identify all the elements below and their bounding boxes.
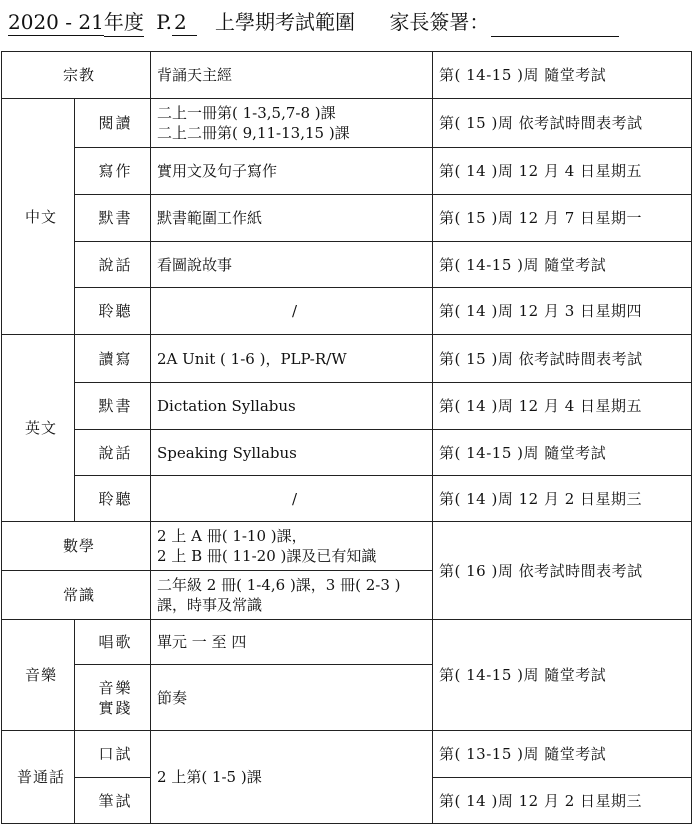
english-speaking-content: Speaking Syllabus	[151, 430, 433, 476]
chinese-dictation-label: 默書	[75, 195, 151, 242]
table-row	[2, 288, 692, 335]
chinese-writing-schedule: 第( 14 )周 12 月 4 日星期五	[433, 148, 692, 195]
general-studies-line1: 二年級 2 冊( 1-4,6 )課，3 冊( 2-3 )	[157, 576, 401, 594]
schedule-religion: 第( 14-15 )周 隨堂考試	[433, 52, 692, 99]
exam-scope-table	[1, 51, 692, 824]
music-practice-label-line1: 音樂	[98, 678, 133, 697]
english-listening-label: 聆聽	[75, 476, 151, 522]
chinese-reading-content	[151, 99, 433, 148]
english-speaking-schedule: 第( 14-15 )周 隨堂考試	[433, 430, 692, 476]
table-row	[2, 522, 692, 571]
subject-general-studies: 常識	[2, 571, 151, 620]
english-speaking-label: 說話	[75, 430, 151, 476]
general-studies-content	[151, 571, 433, 620]
chinese-speaking-label: 說話	[75, 242, 151, 288]
table-row	[2, 148, 692, 195]
table-row	[2, 335, 692, 383]
math-content	[151, 522, 433, 571]
music-practice-label-line2: 實踐	[98, 698, 133, 717]
table-row	[2, 620, 692, 665]
subject-math: 數學	[2, 522, 151, 571]
subject-religion: 宗教	[2, 52, 151, 99]
grade-prefix: P.	[156, 10, 172, 34]
table-row	[2, 52, 692, 99]
music-singing-label: 唱歌	[75, 620, 151, 665]
chinese-listening-content: /	[151, 288, 433, 335]
english-rw-schedule: 第( 15 )周 依考試時間表考試	[433, 335, 692, 383]
putonghua-written-label: 筆試	[75, 778, 151, 824]
table-row	[2, 99, 692, 148]
putonghua-oral-schedule: 第( 13-15 )周 隨堂考試	[433, 731, 692, 778]
school-year: 2020 - 21	[8, 10, 104, 34]
subject-music: 音樂	[2, 620, 75, 731]
chinese-speaking-content: 看圖說故事	[151, 242, 433, 288]
english-dictation-content: Dictation Syllabus	[151, 383, 433, 430]
math-line2: 2 上 B 冊( 11-20 )課及已有知識	[157, 547, 377, 565]
chinese-listening-schedule: 第( 14 )周 12 月 3 日星期四	[433, 288, 692, 335]
table-row	[2, 383, 692, 430]
parent-signature-label: 家長簽署：	[389, 10, 490, 34]
table-row	[2, 430, 692, 476]
term-title: 上學期考試範圍	[215, 10, 356, 34]
english-listening-content: /	[151, 476, 433, 522]
content-religion: 背誦天主經	[151, 52, 433, 99]
music-singing-content: 單元 一 至 四	[151, 620, 433, 665]
subject-english: 英文	[2, 335, 75, 522]
english-rw-label: 讀寫	[75, 335, 151, 383]
subject-chinese: 中文	[2, 99, 75, 335]
putonghua-oral-label: 口試	[75, 731, 151, 778]
english-dictation-schedule: 第( 14 )周 12 月 4 日星期五	[433, 383, 692, 430]
english-rw-content: 2A Unit ( 1-6 )，PLP-R/W	[151, 335, 433, 383]
chinese-reading-line2: 二上二冊第( 9,11-13,15 )課	[157, 124, 350, 142]
parent-signature-field[interactable]	[491, 14, 619, 37]
putonghua-written-schedule: 第( 14 )周 12 月 2 日星期三	[433, 778, 692, 824]
general-studies-line2: 課，時事及常識	[157, 596, 263, 614]
table-row	[2, 731, 692, 778]
chinese-writing-content: 實用文及句子寫作	[151, 148, 433, 195]
english-listening-schedule: 第( 14 )周 12 月 2 日星期三	[433, 476, 692, 522]
table-row	[2, 476, 692, 522]
exam-header	[8, 6, 688, 38]
grade: 2	[172, 10, 197, 36]
music-practice-label	[75, 665, 151, 731]
math-gs-schedule: 第( 16 )周 依考試時間表考試	[433, 522, 692, 620]
chinese-reading-label: 閱讀	[75, 99, 151, 148]
english-dictation-label: 默書	[75, 383, 151, 430]
music-schedule: 第( 14-15 )周 隨堂考試	[433, 620, 692, 731]
subject-putonghua: 普通話	[2, 731, 75, 824]
chinese-speaking-schedule: 第( 14-15 )周 隨堂考試	[433, 242, 692, 288]
chinese-writing-label: 寫作	[75, 148, 151, 195]
math-line1: 2 上 A 冊( 1-10 )課，	[157, 527, 307, 545]
chinese-dictation-schedule: 第( 15 )周 12 月 7 日星期一	[433, 195, 692, 242]
chinese-dictation-content: 默書範圍工作紙	[151, 195, 433, 242]
chinese-reading-line1: 二上一冊第( 1-3,5,7-8 )課	[157, 104, 336, 122]
year-suffix: 年度	[104, 6, 144, 37]
putonghua-content: 2 上第( 1-5 )課	[151, 731, 433, 824]
table-row	[2, 195, 692, 242]
table-row	[2, 242, 692, 288]
chinese-reading-schedule: 第( 15 )周 依考試時間表考試	[433, 99, 692, 148]
chinese-listening-label: 聆聽	[75, 288, 151, 335]
music-practice-content: 節奏	[151, 665, 433, 731]
